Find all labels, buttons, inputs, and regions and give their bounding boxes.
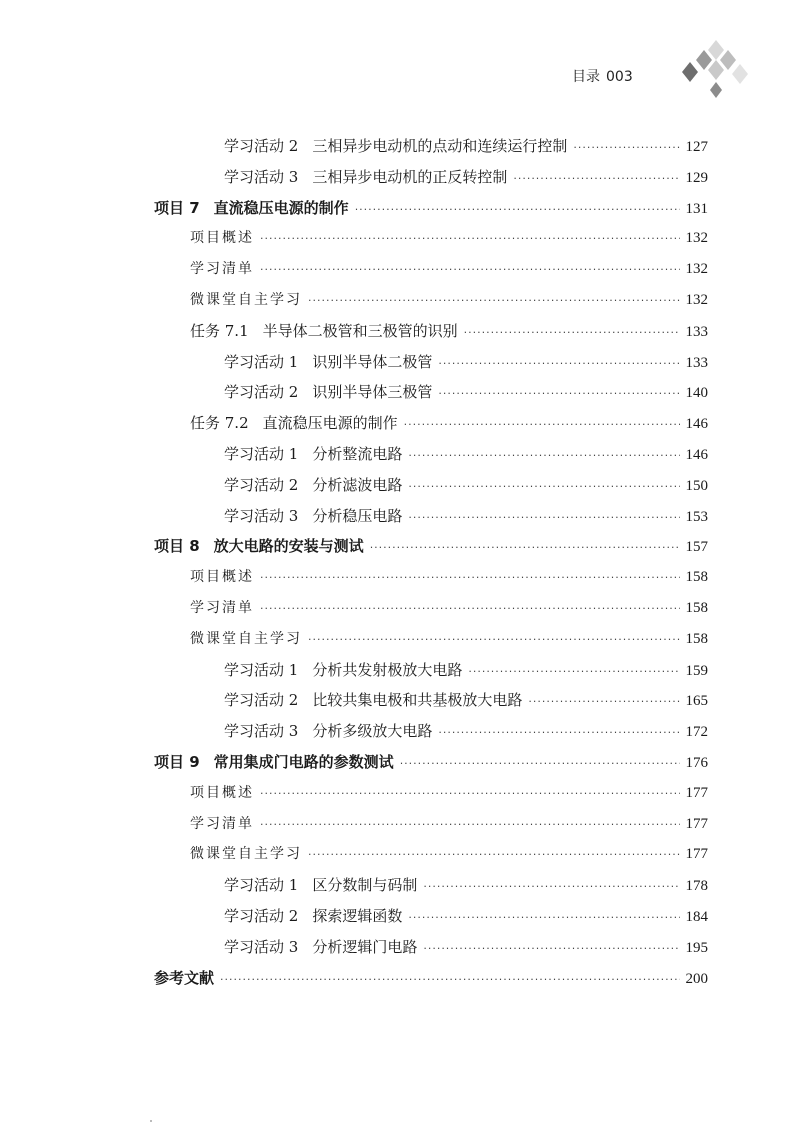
toc-entry-number: 学习活动 1	[224, 661, 299, 679]
dot-leader	[438, 720, 679, 746]
toc-entry-number: 学习活动 2	[224, 476, 299, 494]
toc-entry-title: 比较共集电极和共基极放大电路	[312, 691, 523, 709]
toc-entry[interactable]	[224, 687, 708, 713]
toc-entry-label	[224, 379, 432, 405]
toc-entry-title: 学习清单	[190, 261, 254, 277]
toc-entry-title: 探索逻辑函数	[312, 907, 403, 925]
toc-entry-number: 学习活动 1	[224, 353, 299, 371]
toc-entry-label	[224, 472, 402, 498]
toc-entry-label	[224, 718, 432, 744]
toc-entry-title: 参考文献	[154, 969, 215, 987]
toc-entry-label	[224, 441, 402, 467]
toc-entry-number: 项目 9	[154, 753, 200, 771]
toc-entry-label	[190, 595, 254, 621]
toc-entry-label	[190, 410, 398, 436]
dot-leader	[260, 565, 680, 591]
toc-entry[interactable]	[190, 811, 708, 837]
toc-entry-page: 153	[685, 509, 708, 525]
toc-entry-page: 127	[685, 139, 708, 155]
toc-entry-page: 184	[685, 909, 708, 925]
toc-entry-page: 200	[685, 971, 708, 987]
toc-entry-title: 学习清单	[190, 600, 254, 616]
toc-entry-title: 项目概述	[190, 785, 254, 801]
toc-entry[interactable]	[190, 841, 708, 867]
toc-entry[interactable]	[224, 903, 708, 929]
toc-entry-number: 学习活动 2	[224, 383, 299, 401]
toc-entry-number: 学习活动 1	[224, 876, 299, 894]
dot-leader	[408, 505, 679, 531]
toc-entry-title: 微课堂自主学习	[190, 846, 302, 862]
header-title: 目录	[572, 69, 600, 85]
toc-entry-page: 133	[685, 324, 708, 340]
toc-entry-number: 任务 7.1	[190, 322, 249, 340]
toc-entry-title: 识别半导体三极管	[312, 383, 433, 401]
toc-entry-title: 直流稳压电源的制作	[262, 414, 398, 432]
toc-entry[interactable]	[224, 503, 708, 529]
dot-leader	[438, 381, 679, 407]
toc-entry-label	[224, 349, 432, 375]
dot-leader	[308, 288, 680, 314]
dot-leader	[404, 412, 680, 438]
toc-entry-label	[190, 225, 254, 251]
toc-entry-label	[224, 687, 522, 713]
toc-entry-page: 195	[685, 940, 708, 956]
toc-entry[interactable]	[190, 287, 708, 313]
toc-entry-page: 176	[685, 755, 708, 771]
toc-entry-page: 146	[685, 416, 708, 432]
running-header	[572, 66, 633, 86]
toc-entry[interactable]	[154, 533, 708, 559]
dot-leader	[408, 474, 679, 500]
toc-entry-title: 三相异步电动机的点动和连续运行控制	[312, 137, 568, 155]
toc-entry-title: 项目概述	[190, 569, 254, 585]
dot-leader	[513, 166, 679, 192]
toc-entry-page: 177	[685, 785, 708, 801]
toc-entry-page: 158	[685, 631, 708, 647]
toc-entry-number: 学习活动 3	[224, 938, 299, 956]
toc-entry-page: 157	[685, 539, 708, 555]
toc-entry[interactable]	[224, 441, 708, 467]
toc-entry[interactable]	[224, 133, 708, 159]
toc-entry-page: 177	[685, 846, 708, 862]
toc-entry-number: 学习活动 2	[224, 907, 299, 925]
toc-entry[interactable]	[224, 379, 708, 405]
toc-entry[interactable]	[224, 657, 708, 683]
toc-entry-page: 133	[685, 355, 708, 371]
toc-entry-label	[190, 626, 302, 652]
toc-entry-label	[154, 533, 364, 559]
dot-leader	[400, 751, 680, 777]
toc-entry-page: 165	[685, 693, 708, 709]
toc-entry-label	[190, 287, 302, 313]
toc-entry-page: 132	[685, 261, 708, 277]
dot-leader	[464, 320, 680, 346]
toc-entry[interactable]	[154, 965, 708, 991]
toc-entry-page: 177	[685, 816, 708, 832]
toc-entry-page: 132	[685, 292, 708, 308]
toc-entry-page: 131	[685, 201, 708, 217]
dot-leader	[528, 689, 679, 715]
toc-entry[interactable]	[154, 195, 708, 221]
toc-entry-label	[154, 749, 394, 775]
toc-entry-label	[224, 657, 462, 683]
toc-entry-label	[154, 195, 349, 221]
dot-leader	[220, 967, 679, 993]
toc-entry-number: 学习活动 1	[224, 445, 299, 463]
toc-entry-page: 140	[685, 385, 708, 401]
toc-entry[interactable]	[224, 718, 708, 744]
toc-entry-title: 分析整流电路	[312, 445, 403, 463]
toc-entry-label	[224, 164, 507, 190]
dot-leader	[260, 257, 680, 283]
toc-entry[interactable]	[190, 225, 708, 251]
toc-entry-number: 项目 7	[154, 199, 200, 217]
toc-entry[interactable]	[190, 595, 708, 621]
toc-entry[interactable]	[224, 164, 708, 190]
scan-speck	[150, 1120, 152, 1122]
toc-entry-title: 识别半导体二极管	[312, 353, 433, 371]
toc-entry-page: 172	[685, 724, 708, 740]
dot-leader	[423, 936, 679, 962]
toc-entry[interactable]	[190, 564, 708, 590]
dot-leader	[308, 627, 680, 653]
dot-leader	[370, 535, 680, 561]
toc-entry-label	[190, 841, 302, 867]
toc-entry-page: 150	[685, 478, 708, 494]
dot-leader	[355, 197, 680, 223]
dot-leader	[408, 905, 679, 931]
toc-entry-label	[154, 965, 214, 991]
toc-entry[interactable]	[224, 934, 708, 960]
toc-entry-label	[190, 318, 458, 344]
toc-entry[interactable]	[224, 349, 708, 375]
toc-entry-page: 178	[685, 878, 708, 894]
toc-entry-page: 159	[685, 663, 708, 679]
toc-entry-number: 学习活动 2	[224, 691, 299, 709]
toc-entry-page: 158	[685, 600, 708, 616]
toc-entry-title: 三相异步电动机的正反转控制	[312, 168, 508, 186]
dot-leader	[260, 812, 680, 838]
toc-entry[interactable]	[190, 626, 708, 652]
toc-entry[interactable]	[190, 410, 708, 436]
toc-entry[interactable]	[190, 256, 708, 282]
dot-leader	[260, 781, 680, 807]
toc-entry-label	[190, 256, 254, 282]
toc-entry-page: 146	[685, 447, 708, 463]
toc-entry-label	[224, 934, 417, 960]
toc-entry-label	[190, 811, 254, 837]
toc-entry-label	[190, 780, 254, 806]
toc-entry[interactable]	[190, 780, 708, 806]
toc-entry-number: 学习活动 3	[224, 507, 299, 525]
toc-entry-title: 分析稳压电路	[312, 507, 403, 525]
toc-entry-page: 132	[685, 230, 708, 246]
dot-leader	[573, 135, 679, 161]
toc-entry-title: 学习清单	[190, 816, 254, 832]
dot-leader	[308, 842, 680, 868]
toc-entry-title: 微课堂自主学习	[190, 292, 302, 308]
toc-entry-label	[224, 903, 402, 929]
toc-entry-number: 任务 7.2	[190, 414, 249, 432]
toc-entry-title: 分析逻辑门电路	[312, 938, 418, 956]
toc-entry[interactable]	[190, 318, 708, 344]
toc-entry-number: 学习活动 2	[224, 137, 299, 155]
toc-entry-label	[224, 872, 417, 898]
toc-entry-title: 半导体二极管和三极管的识别	[262, 322, 458, 340]
toc-entry-label	[224, 503, 402, 529]
toc-entry-page: 129	[685, 170, 708, 186]
toc-entry-title: 区分数制与码制	[312, 876, 418, 894]
toc-entry-title: 放大电路的安装与测试	[213, 537, 364, 555]
toc-entry[interactable]	[224, 872, 708, 898]
toc-entry-label	[224, 133, 567, 159]
toc-entry[interactable]	[224, 472, 708, 498]
dot-leader	[423, 874, 679, 900]
toc-entry-title: 分析共发射极放大电路	[312, 661, 463, 679]
toc-entry-title: 直流稳压电源的制作	[213, 199, 349, 217]
toc-entry-title: 常用集成门电路的参数测试	[213, 753, 394, 771]
diamond-ornament-icon	[676, 36, 756, 106]
dot-leader	[260, 596, 680, 622]
toc-entry-label	[190, 564, 254, 590]
toc-entry-page: 158	[685, 569, 708, 585]
toc-entry[interactable]	[154, 749, 708, 775]
toc-entry-number: 项目 8	[154, 537, 200, 555]
toc-entry-title: 微课堂自主学习	[190, 631, 302, 647]
toc-entry-number: 学习活动 3	[224, 722, 299, 740]
header-page-number: 003	[606, 69, 633, 85]
dot-leader	[260, 226, 680, 252]
toc-entry-title: 项目概述	[190, 230, 254, 246]
toc-entry-title: 分析滤波电路	[312, 476, 403, 494]
toc-entry-title: 分析多级放大电路	[312, 722, 433, 740]
dot-leader	[438, 351, 679, 377]
toc-entry-number: 学习活动 3	[224, 168, 299, 186]
dot-leader	[408, 443, 679, 469]
dot-leader	[468, 659, 679, 685]
